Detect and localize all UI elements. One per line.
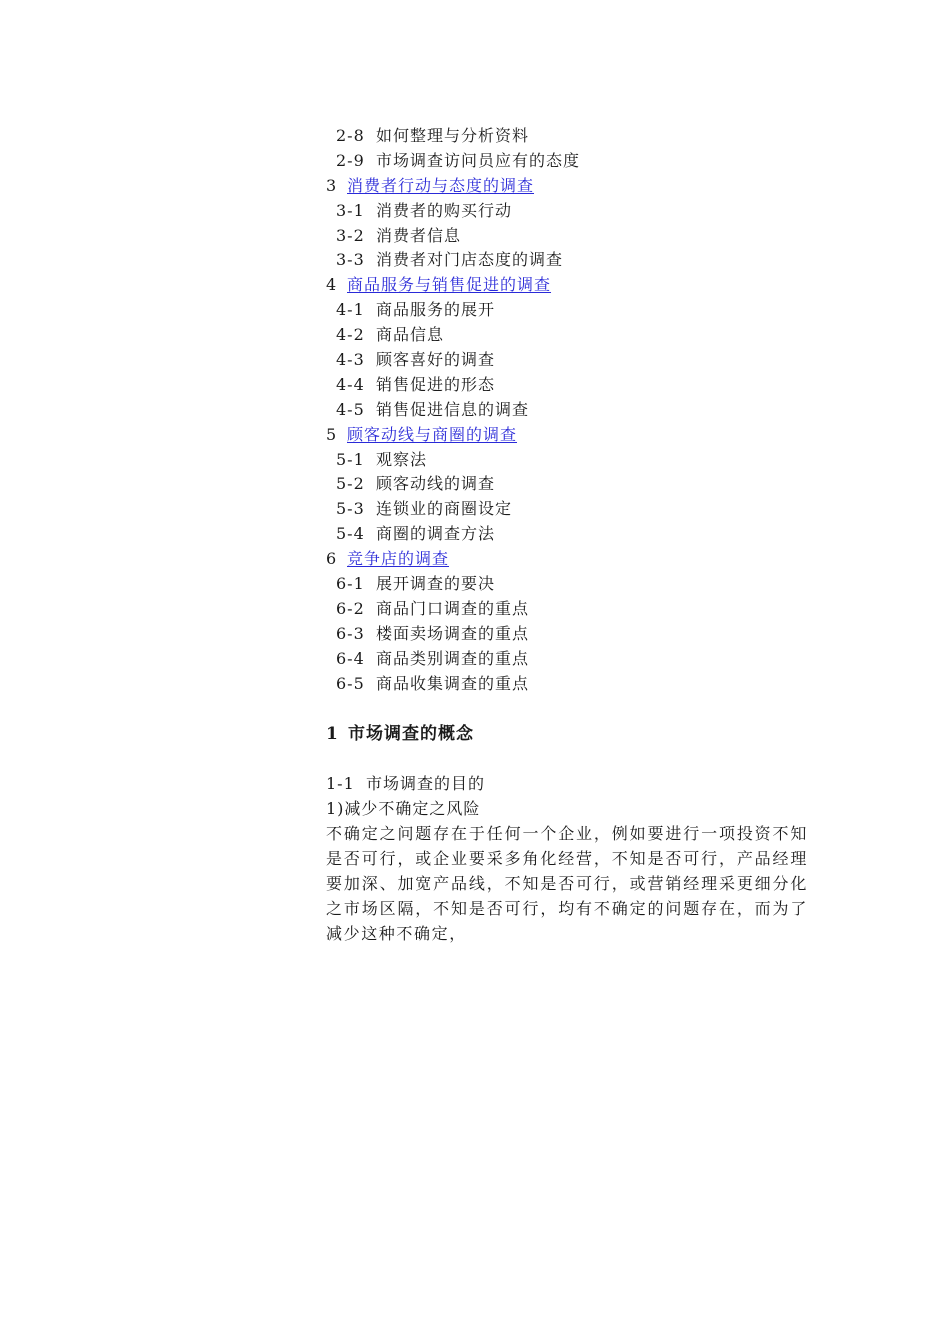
subsection-title: 市场调查的目的 <box>366 774 486 794</box>
toc-number: 4-1 <box>336 300 365 320</box>
toc-entry <box>326 248 808 273</box>
section-number: 1 <box>326 724 339 745</box>
toc-chapter-link[interactable]: 商品服务与销售促进的调查 <box>347 275 552 295</box>
toc-title: 展开调查的要决 <box>376 574 496 594</box>
toc-number: 3 <box>326 175 338 195</box>
toc-entry <box>326 672 808 697</box>
toc-entry <box>326 522 808 547</box>
toc-title: 商品类别调查的重点 <box>376 648 530 668</box>
toc-entry <box>326 398 808 423</box>
toc-chapter-link[interactable]: 竞争店的调查 <box>347 549 450 569</box>
toc-title: 消费者对门店态度的调查 <box>376 250 564 270</box>
toc-entry <box>326 298 808 323</box>
toc-chapter <box>326 174 808 199</box>
section-heading <box>326 722 808 746</box>
toc-number: 6 <box>326 549 338 569</box>
toc-title: 商品信息 <box>376 325 445 345</box>
toc-number: 3-2 <box>336 225 365 245</box>
toc-number: 6-5 <box>336 673 365 693</box>
toc-title: 顾客喜好的调查 <box>376 350 496 370</box>
toc-number: 5-3 <box>336 499 365 519</box>
body-paragraph: 不确定之问题存在于任何一个企业，例如要进行一项投资不知是否可行，或企业要采多角化经营，不知是否可行，产品经理要加深、加宽产品线，不知是否可行，或营销经理采更细分化之市场区隔，不知是否可行，均有不确定的问题存在，而为了减少这种不确定， <box>326 824 808 943</box>
toc-entry <box>326 124 808 149</box>
table-of-contents <box>326 124 808 696</box>
toc-number: 5-1 <box>336 449 365 469</box>
toc-entry <box>326 572 808 597</box>
toc-number: 4-3 <box>336 350 365 370</box>
toc-title: 商圈的调查方法 <box>376 524 496 544</box>
toc-title: 观察法 <box>376 449 428 469</box>
toc-number: 4 <box>326 275 338 295</box>
toc-chapter-link[interactable]: 顾客动线与商圈的调查 <box>347 424 518 444</box>
toc-title: 楼面卖场调查的重点 <box>376 623 530 643</box>
toc-entry <box>326 149 808 174</box>
subsection-number: 1-1 <box>326 774 355 794</box>
toc-entry <box>326 323 808 348</box>
toc-number: 4-4 <box>336 374 365 394</box>
toc-number: 2-8 <box>336 126 365 145</box>
toc-title: 如何整理与分析资料 <box>376 126 530 145</box>
toc-number: 3-1 <box>336 200 365 220</box>
toc-title: 消费者的购买行动 <box>376 200 513 220</box>
toc-title: 消费者信息 <box>376 225 462 245</box>
toc-chapter <box>326 423 808 448</box>
toc-entry <box>326 647 808 672</box>
toc-entry <box>326 224 808 249</box>
toc-chapter <box>326 273 808 298</box>
toc-entry <box>326 497 808 522</box>
toc-entry <box>326 448 808 473</box>
toc-entry <box>326 597 808 622</box>
toc-entry <box>326 199 808 224</box>
toc-number: 3-3 <box>336 250 365 270</box>
document-page <box>326 124 808 947</box>
toc-chapter-link[interactable]: 消费者行动与态度的调查 <box>347 175 535 195</box>
toc-number: 6-2 <box>336 598 365 618</box>
toc-title: 商品收集调查的重点 <box>376 673 530 693</box>
toc-title: 销售促进信息的调查 <box>376 399 530 419</box>
toc-title: 销售促进的形态 <box>376 374 496 394</box>
toc-number: 5 <box>326 424 338 444</box>
toc-chapter <box>326 547 808 572</box>
toc-number: 2-9 <box>336 150 365 170</box>
toc-entry <box>326 348 808 373</box>
toc-title: 商品服务的展开 <box>376 300 496 320</box>
toc-number: 6-3 <box>336 623 365 643</box>
toc-title: 顾客动线的调查 <box>376 474 496 494</box>
point-heading: 1)减少不确定之风险 <box>326 799 481 819</box>
toc-title: 市场调查访问员应有的态度 <box>376 150 581 170</box>
subsection-heading <box>326 772 808 797</box>
toc-number: 6-1 <box>336 574 365 594</box>
section-title: 市场调查的概念 <box>348 724 474 745</box>
toc-number: 5-2 <box>336 474 365 494</box>
toc-title: 连锁业的商圈设定 <box>376 499 513 519</box>
toc-number: 4-5 <box>336 399 365 419</box>
toc-title: 商品门口调查的重点 <box>376 598 530 618</box>
toc-entry <box>326 622 808 647</box>
toc-number: 4-2 <box>336 325 365 345</box>
toc-number: 5-4 <box>336 524 365 544</box>
toc-entry <box>326 472 808 497</box>
toc-entry <box>326 373 808 398</box>
toc-number: 6-4 <box>336 648 365 668</box>
